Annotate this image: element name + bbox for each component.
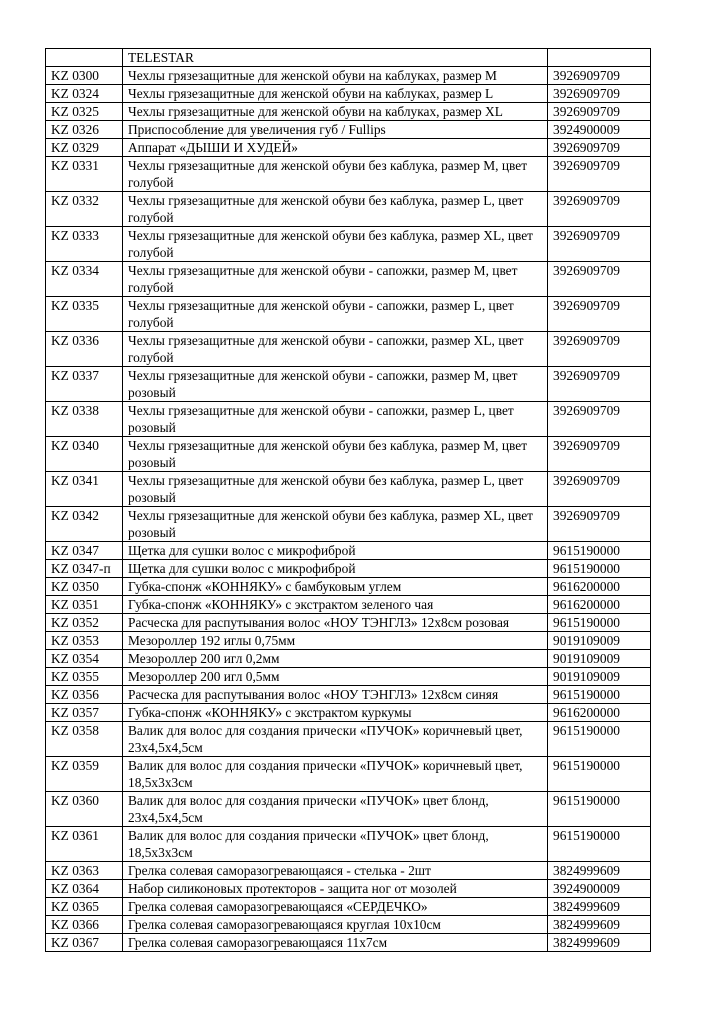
hs-code-cell: 3926909709 [548,507,651,542]
table-row [46,103,651,121]
hs-code-cell: 9616200000 [548,704,651,722]
hs-code-cell: 9616200000 [548,596,651,614]
table-row [46,227,651,262]
product-name-cell: Расческа для распутывания волос «НОУ ТЭНГЛЗ» 12х8см синяя [123,686,548,704]
header-hs-cell [548,49,651,67]
table-row [46,332,651,367]
hs-code-cell: 3926909709 [548,472,651,507]
product-code-cell: KZ 0335 [46,297,123,332]
product-name-cell: Грелка солевая саморазогревающаяся «СЕРДЕЧКО» [123,898,548,916]
table-row [46,297,651,332]
product-name-cell: Мезороллер 192 иглы 0,75мм [123,632,548,650]
table-row [46,542,651,560]
product-name-cell: Щетка для сушки волос с микрофиброй [123,560,548,578]
product-code-cell: KZ 0352 [46,614,123,632]
product-name-cell: Чехлы грязезащитные для женской обуви - сапожки, размер XL, цвет голубой [123,332,548,367]
product-name-cell: Чехлы грязезащитные для женской обуви без каблука, размер L, цвет розовый [123,472,548,507]
product-name-cell: Грелка солевая саморазогревающаяся круглая 10х10см [123,916,548,934]
product-code-cell: KZ 0332 [46,192,123,227]
hs-code-cell: 3926909709 [548,437,651,472]
table-row [46,827,651,862]
product-code-cell: KZ 0300 [46,67,123,85]
table-row [46,596,651,614]
product-name-cell: Чехлы грязезащитные для женской обуви на каблуках, размер M [123,67,548,85]
product-name-cell: Губка-спонж «КОННЯКУ» с экстрактом куркумы [123,704,548,722]
hs-code-cell: 3926909709 [548,297,651,332]
product-name-cell: Чехлы грязезащитные для женской обуви - сапожки, размер M, цвет голубой [123,262,548,297]
product-name-cell: Чехлы грязезащитные для женской обуви на каблуках, размер L [123,85,548,103]
table-row [46,192,651,227]
product-name-cell: Валик для волос для создания прически «ПУЧОК» коричневый цвет, 23х4,5х4,5см [123,722,548,757]
product-code-cell: KZ 0333 [46,227,123,262]
table-row [46,686,651,704]
product-code-cell: KZ 0351 [46,596,123,614]
product-code-cell: KZ 0331 [46,157,123,192]
product-code-cell: KZ 0347 [46,542,123,560]
product-name-cell: Чехлы грязезащитные для женской обуви на каблуках, размер XL [123,103,548,121]
product-name-cell: Чехлы грязезащитные для женской обуви без каблука, размер XL, цвет розовый [123,507,548,542]
product-code-cell: KZ 0366 [46,916,123,934]
product-code-cell: KZ 0361 [46,827,123,862]
hs-code-cell: 9616200000 [548,578,651,596]
product-code-cell: KZ 0360 [46,792,123,827]
product-name-cell: Мезороллер 200 игл 0,5мм [123,668,548,686]
product-name-cell: Грелка солевая саморазогревающаяся - стелька - 2шт [123,862,548,880]
hs-code-cell: 3924900009 [548,880,651,898]
table-row [46,722,651,757]
product-code-cell: KZ 0365 [46,898,123,916]
product-code-cell: KZ 0364 [46,880,123,898]
product-code-cell: KZ 0326 [46,121,123,139]
table-row [46,367,651,402]
hs-code-cell: 9019109009 [548,668,651,686]
product-name-cell: Щетка для сушки волос с микрофиброй [123,542,548,560]
product-code-table [45,48,651,952]
product-code-cell: KZ 0359 [46,757,123,792]
table-row [46,507,651,542]
table-row [46,402,651,437]
table-row [46,437,651,472]
hs-code-cell: 9615190000 [548,827,651,862]
hs-code-cell: 9615190000 [548,757,651,792]
product-code-cell: KZ 0325 [46,103,123,121]
table-row [46,262,651,297]
table-row [46,668,651,686]
product-name-cell: Грелка солевая саморазогревающаяся 11х7см [123,934,548,952]
product-code-cell: KZ 0355 [46,668,123,686]
product-code-cell: KZ 0341 [46,472,123,507]
hs-code-cell: 3926909709 [548,103,651,121]
table-row [46,934,651,952]
product-code-cell: KZ 0342 [46,507,123,542]
table-row [46,862,651,880]
table-row [46,85,651,103]
hs-code-cell: 3926909709 [548,85,651,103]
hs-code-cell: 3926909709 [548,67,651,85]
table-row [46,121,651,139]
product-code-cell: KZ 0324 [46,85,123,103]
product-code-cell: KZ 0336 [46,332,123,367]
table-row [46,560,651,578]
table-row [46,880,651,898]
table-row [46,757,651,792]
product-name-cell: Чехлы грязезащитные для женской обуви - сапожки, размер L, цвет голубой [123,297,548,332]
product-name-cell: Губка-спонж «КОННЯКУ» с экстрактом зеленого чая [123,596,548,614]
product-code-cell: KZ 0334 [46,262,123,297]
table-row [46,67,651,85]
table-row [46,916,651,934]
product-name-cell: Губка-спонж «КОННЯКУ» с бамбуковым углем [123,578,548,596]
table-row [46,704,651,722]
product-name-cell: Чехлы грязезащитные для женской обуви без каблука, размер L, цвет голубой [123,192,548,227]
table-row [46,632,651,650]
product-code-cell: KZ 0358 [46,722,123,757]
product-name-cell: Валик для волос для создания прически «ПУЧОК» цвет блонд, 23х4,5х4,5см [123,792,548,827]
product-code-cell: KZ 0329 [46,139,123,157]
product-code-cell: KZ 0367 [46,934,123,952]
product-name-cell: Валик для волос для создания прически «ПУЧОК» коричневый цвет, 18,5х3х3см [123,757,548,792]
table-row [46,157,651,192]
hs-code-cell: 9615190000 [548,792,651,827]
product-code-cell: KZ 0338 [46,402,123,437]
hs-code-cell: 9615190000 [548,686,651,704]
product-name-cell: Чехлы грязезащитные для женской обуви без каблука, размер XL, цвет голубой [123,227,548,262]
product-name-cell: Валик для волос для создания прически «ПУЧОК» цвет блонд, 18,5х3х3см [123,827,548,862]
product-name-cell: Приспособление для увеличения губ / Fullips [123,121,548,139]
product-code-cell: KZ 0347-п [46,560,123,578]
product-name-cell: Расческа для распутывания волос «НОУ ТЭНГЛЗ» 12х8см розовая [123,614,548,632]
table-row [46,650,651,668]
hs-code-cell: 9615190000 [548,614,651,632]
table-row [46,792,651,827]
product-code-cell: KZ 0356 [46,686,123,704]
table-body [46,49,651,952]
table-row [46,898,651,916]
table-header-row [46,49,651,67]
brand-name-cell: TELESTAR [123,49,548,67]
product-name-cell: Чехлы грязезащитные для женской обуви - сапожки, размер L, цвет розовый [123,402,548,437]
hs-code-cell: 3926909709 [548,402,651,437]
hs-code-cell: 9019109009 [548,632,651,650]
product-code-cell: KZ 0363 [46,862,123,880]
product-name-cell: Чехлы грязезащитные для женской обуви - сапожки, размер M, цвет розовый [123,367,548,402]
header-code-cell [46,49,123,67]
hs-code-cell: 3926909709 [548,227,651,262]
table-row [46,472,651,507]
product-name-cell: Чехлы грязезащитные для женской обуви без каблука, размер M, цвет голубой [123,157,548,192]
hs-code-cell: 3924900009 [548,121,651,139]
table-row [46,578,651,596]
hs-code-cell: 3824999609 [548,934,651,952]
product-code-cell: KZ 0337 [46,367,123,402]
product-code-cell: KZ 0353 [46,632,123,650]
hs-code-cell: 9615190000 [548,542,651,560]
hs-code-cell: 9615190000 [548,722,651,757]
hs-code-cell: 3926909709 [548,192,651,227]
table-row [46,614,651,632]
product-name-cell: Мезороллер 200 игл 0,2мм [123,650,548,668]
hs-code-cell: 3926909709 [548,139,651,157]
table-row [46,139,651,157]
hs-code-cell: 3824999609 [548,898,651,916]
hs-code-cell: 9019109009 [548,650,651,668]
hs-code-cell: 3926909709 [548,367,651,402]
product-code-cell: KZ 0354 [46,650,123,668]
hs-code-cell: 3926909709 [548,332,651,367]
product-code-cell: KZ 0340 [46,437,123,472]
product-name-cell: Аппарат «ДЫШИ И ХУДЕЙ» [123,139,548,157]
product-name-cell: Чехлы грязезащитные для женской обуви без каблука, размер M, цвет розовый [123,437,548,472]
product-code-cell: KZ 0350 [46,578,123,596]
product-name-cell: Набор силиконовых протекторов - защита ног от мозолей [123,880,548,898]
hs-code-cell: 3926909709 [548,262,651,297]
hs-code-cell: 3824999609 [548,862,651,880]
product-code-cell: KZ 0357 [46,704,123,722]
hs-code-cell: 9615190000 [548,560,651,578]
hs-code-cell: 3824999609 [548,916,651,934]
hs-code-cell: 3926909709 [548,157,651,192]
